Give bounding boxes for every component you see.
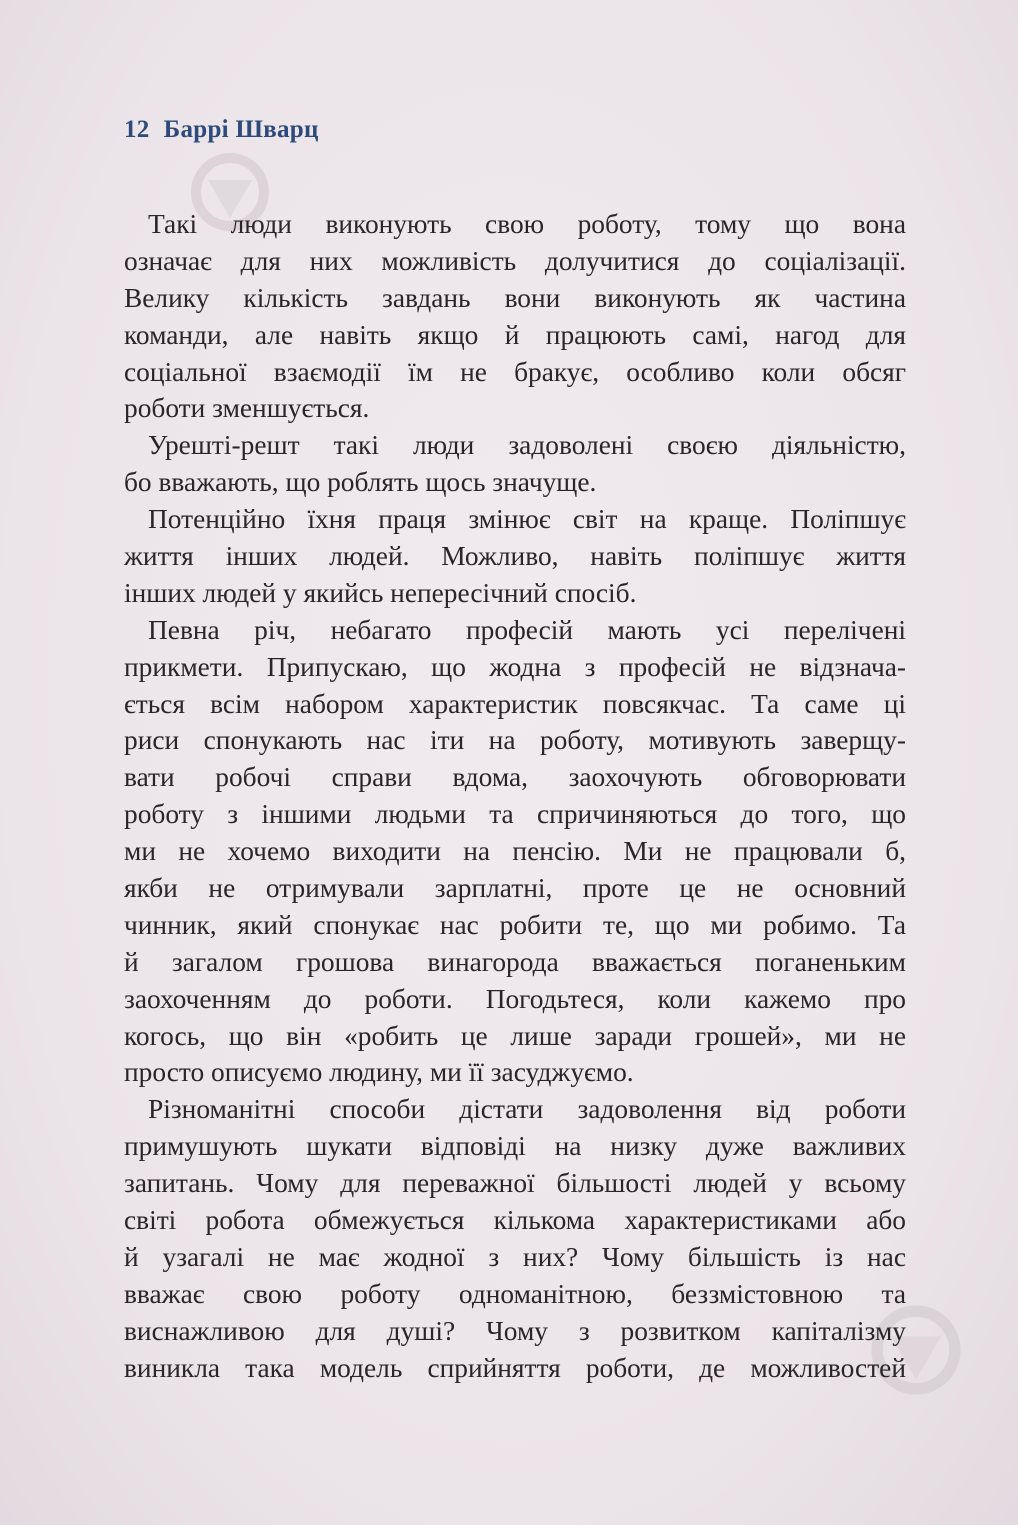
text-line: примушують шукати відповіді на низку дуже важливих bbox=[124, 1131, 906, 1162]
text-line: просто описуємо людину, ми її засуджуємо. bbox=[124, 1057, 634, 1088]
text-line: означає для них можливість долучитися до соціалізації. bbox=[124, 245, 906, 276]
text-line: Певна річ, небагато професій мають усі перелічені bbox=[148, 614, 906, 645]
text-line: виникла така модель сприйняття роботи, де можливостей bbox=[124, 1352, 906, 1383]
text-line: якби не отримували зарплатні, проте це не основний bbox=[124, 873, 906, 904]
text-line: ється всім набором характеристик повсякчас. Та саме ці bbox=[124, 688, 906, 719]
text-line: вважає свою роботу одноманітною, беззмістовною та bbox=[124, 1278, 906, 1309]
text-line: риси спонукають нас іти на роботу, мотивують заверщу- bbox=[124, 725, 906, 756]
text-line: Такі люди виконують свою роботу, тому що вона bbox=[148, 209, 906, 239]
text-line: вати робочі справи вдома, заохочують обговорювати bbox=[124, 762, 906, 793]
running-header bbox=[124, 116, 319, 144]
text-line: й узагалі не має жодної з них? Чому більшість із нас bbox=[124, 1241, 906, 1272]
text-line: Урешті-решт такі люди задоволені своєю діяльністю, bbox=[148, 430, 906, 461]
text-line: Різноманітні способи дістати задоволення від роботи bbox=[148, 1094, 906, 1125]
body-text bbox=[124, 206, 906, 1387]
text-line: інших людей у якийсь непересічний спосіб. bbox=[124, 577, 637, 608]
text-line: чинник, який спонукає нас робити те, що ми робимо. Та bbox=[124, 909, 906, 940]
text-line: життя інших людей. Можливо, навіть поліпшує життя bbox=[124, 541, 906, 572]
text-line: роботу з іншими людьми та спричиняються до того, що bbox=[124, 799, 906, 830]
text-line: прикмети. Припускаю, що жодна з професій не відзнача- bbox=[124, 651, 906, 682]
text-line: виснажливою для душі? Чому з розвитком капіталізму bbox=[124, 1315, 906, 1346]
text-line: заохоченням до роботи. Погодьтеся, коли кажемо про bbox=[124, 983, 906, 1014]
text-line: Велику кількість завдань вони виконують як частина bbox=[124, 282, 906, 313]
text-line: когось, що він «робить це лише заради грошей», ми не bbox=[124, 1020, 906, 1051]
text-line: запитань. Чому для переважної більшості людей у всьому bbox=[124, 1168, 906, 1199]
text-line: бо вважають, що роблять щось значуще. bbox=[124, 467, 597, 498]
page-number: 12 bbox=[124, 116, 150, 143]
text-line: соціальної взаємодії їм не бракує, особливо коли обсяг bbox=[124, 356, 906, 387]
text-line: Потенційно їхня праця змінює світ на краще. Поліпшує bbox=[148, 504, 906, 535]
author-name: Баррі Шварц bbox=[163, 116, 319, 143]
text-line: й загалом грошова винагорода вважається поганеньким bbox=[124, 946, 906, 977]
text-line: роботи зменшується. bbox=[124, 393, 370, 424]
text-line: світі робота обмежується кількома характеристиками або bbox=[124, 1205, 906, 1236]
text-line: ми не хочемо виходити на пенсію. Ми не працювали б, bbox=[124, 836, 906, 867]
text-line: команди, але навіть якщо й працюють самі, нагод для bbox=[124, 319, 906, 350]
